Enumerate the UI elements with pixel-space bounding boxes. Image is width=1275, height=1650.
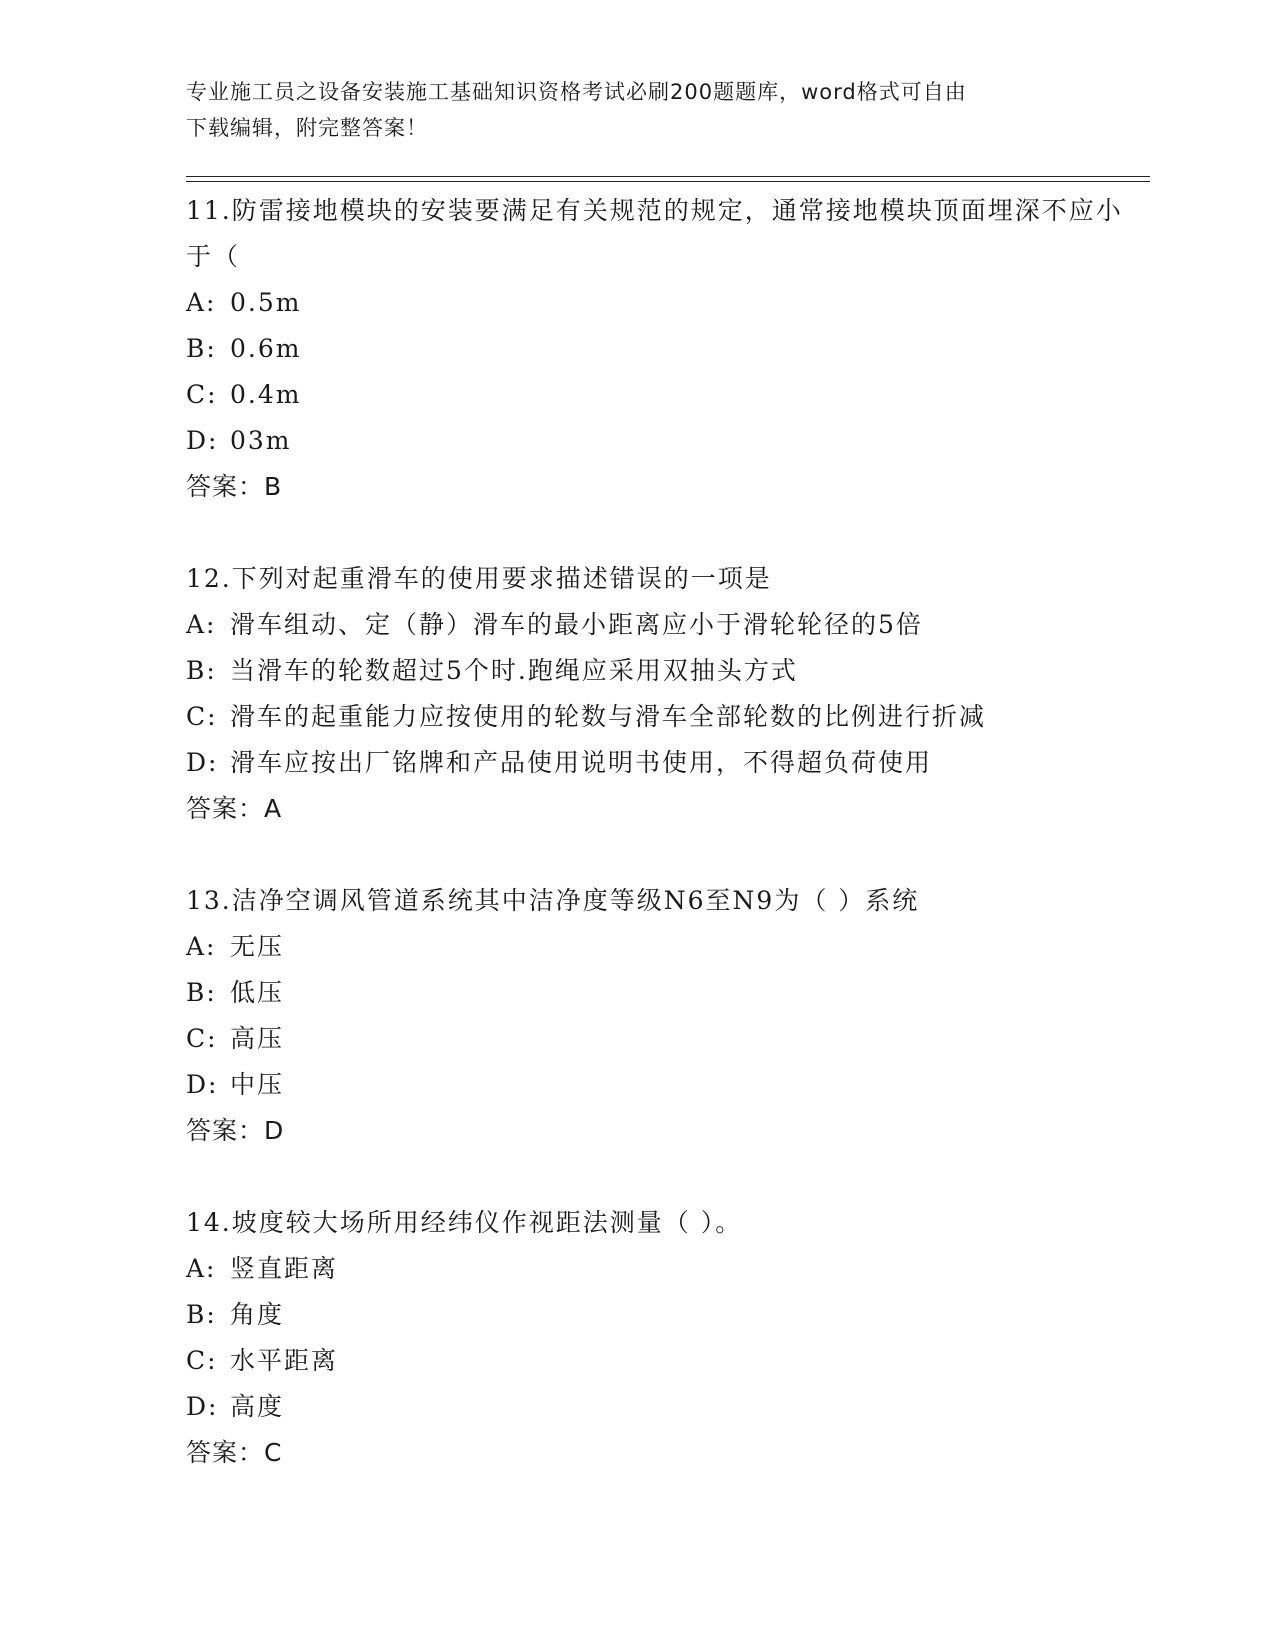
option-letter: D: bbox=[186, 748, 219, 777]
option-b bbox=[186, 648, 1126, 694]
option-letter: C: bbox=[186, 1024, 218, 1053]
option-d bbox=[186, 1384, 1126, 1430]
option-letter: C: bbox=[186, 1346, 218, 1375]
option-a bbox=[186, 924, 1126, 970]
option-b bbox=[186, 1292, 1126, 1338]
option-letter: D: bbox=[186, 426, 219, 455]
option-letter: D: bbox=[186, 1392, 219, 1421]
option-letter: C: bbox=[186, 380, 218, 409]
option-letter: A: bbox=[186, 1254, 217, 1283]
option-text: 水平距离 bbox=[230, 1346, 339, 1375]
option-c bbox=[186, 372, 1126, 418]
header-divider-top bbox=[186, 176, 1150, 177]
option-letter: B: bbox=[186, 656, 217, 685]
option-text: 滑车组动、定（静）滑车的最小距离应小于滑轮轮径的5倍 bbox=[230, 610, 923, 639]
option-letter: A: bbox=[186, 288, 217, 317]
option-c bbox=[186, 1338, 1126, 1384]
question-12 bbox=[186, 556, 1126, 832]
option-a bbox=[186, 602, 1126, 648]
option-text: 滑车的起重能力应按使用的轮数与滑车全部轮数的比例进行折减 bbox=[230, 702, 987, 731]
option-letter: B: bbox=[186, 334, 217, 363]
option-c bbox=[186, 1016, 1126, 1062]
option-letter: B: bbox=[186, 978, 217, 1007]
answer-line: 答案：A bbox=[186, 794, 283, 823]
question-13 bbox=[186, 878, 1126, 1154]
option-letter: A: bbox=[186, 932, 217, 961]
option-a bbox=[186, 280, 1126, 326]
option-letter: C: bbox=[186, 702, 218, 731]
option-d bbox=[186, 1062, 1126, 1108]
question-stem: 11.防雷接地模块的安装要满足有关规范的规定，通常接地模块顶面埋深不应小于（ bbox=[186, 196, 1123, 271]
option-a bbox=[186, 1246, 1126, 1292]
question-14 bbox=[186, 1200, 1126, 1476]
option-text: 无压 bbox=[230, 932, 285, 961]
option-text: 角度 bbox=[230, 1300, 285, 1329]
answer-line: 答案：C bbox=[186, 1438, 283, 1467]
option-letter: A: bbox=[186, 610, 217, 639]
option-d bbox=[186, 418, 1126, 464]
option-b bbox=[186, 326, 1126, 372]
option-b bbox=[186, 970, 1126, 1016]
answer-line: 答案：D bbox=[186, 1116, 285, 1145]
option-text: 中压 bbox=[230, 1070, 285, 1099]
question-11 bbox=[186, 188, 1126, 510]
answer-line: 答案：B bbox=[186, 472, 283, 501]
document-header bbox=[186, 74, 1066, 146]
option-text: 竖直距离 bbox=[230, 1254, 339, 1283]
question-stem: 12.下列对起重滑车的使用要求描述错误的一项是 bbox=[186, 564, 772, 593]
option-text: 高度 bbox=[230, 1392, 285, 1421]
option-text: 03m bbox=[230, 426, 292, 455]
question-stem: 14.坡度较大场所用经纬仪作视距法测量（ ）。 bbox=[186, 1208, 743, 1237]
option-text: 低压 bbox=[230, 978, 285, 1007]
option-letter: D: bbox=[186, 1070, 219, 1099]
option-d bbox=[186, 740, 1126, 786]
header-title-line-1: 专业施工员之设备安装施工基础知识资格考试必刷200题题库，word格式可自由 bbox=[186, 80, 967, 104]
option-letter: B: bbox=[186, 1300, 217, 1329]
header-divider-bottom bbox=[186, 181, 1150, 182]
option-text: 滑车应按出厂铭牌和产品使用说明书使用，不得超负荷使用 bbox=[230, 748, 933, 777]
header-title-line-2: 下载编辑，附完整答案！ bbox=[186, 116, 428, 140]
option-text: 0.6m bbox=[230, 334, 302, 363]
option-c bbox=[186, 694, 1126, 740]
option-text: 0.5m bbox=[230, 288, 302, 317]
question-list bbox=[186, 188, 1126, 1522]
option-text: 高压 bbox=[230, 1024, 285, 1053]
question-stem: 13.洁净空调风管道系统其中洁净度等级N6至N9为（ ）系统 bbox=[186, 886, 920, 915]
option-text: 当滑车的轮数超过5个时.跑绳应采用双抽头方式 bbox=[230, 656, 798, 685]
option-text: 0.4m bbox=[230, 380, 302, 409]
